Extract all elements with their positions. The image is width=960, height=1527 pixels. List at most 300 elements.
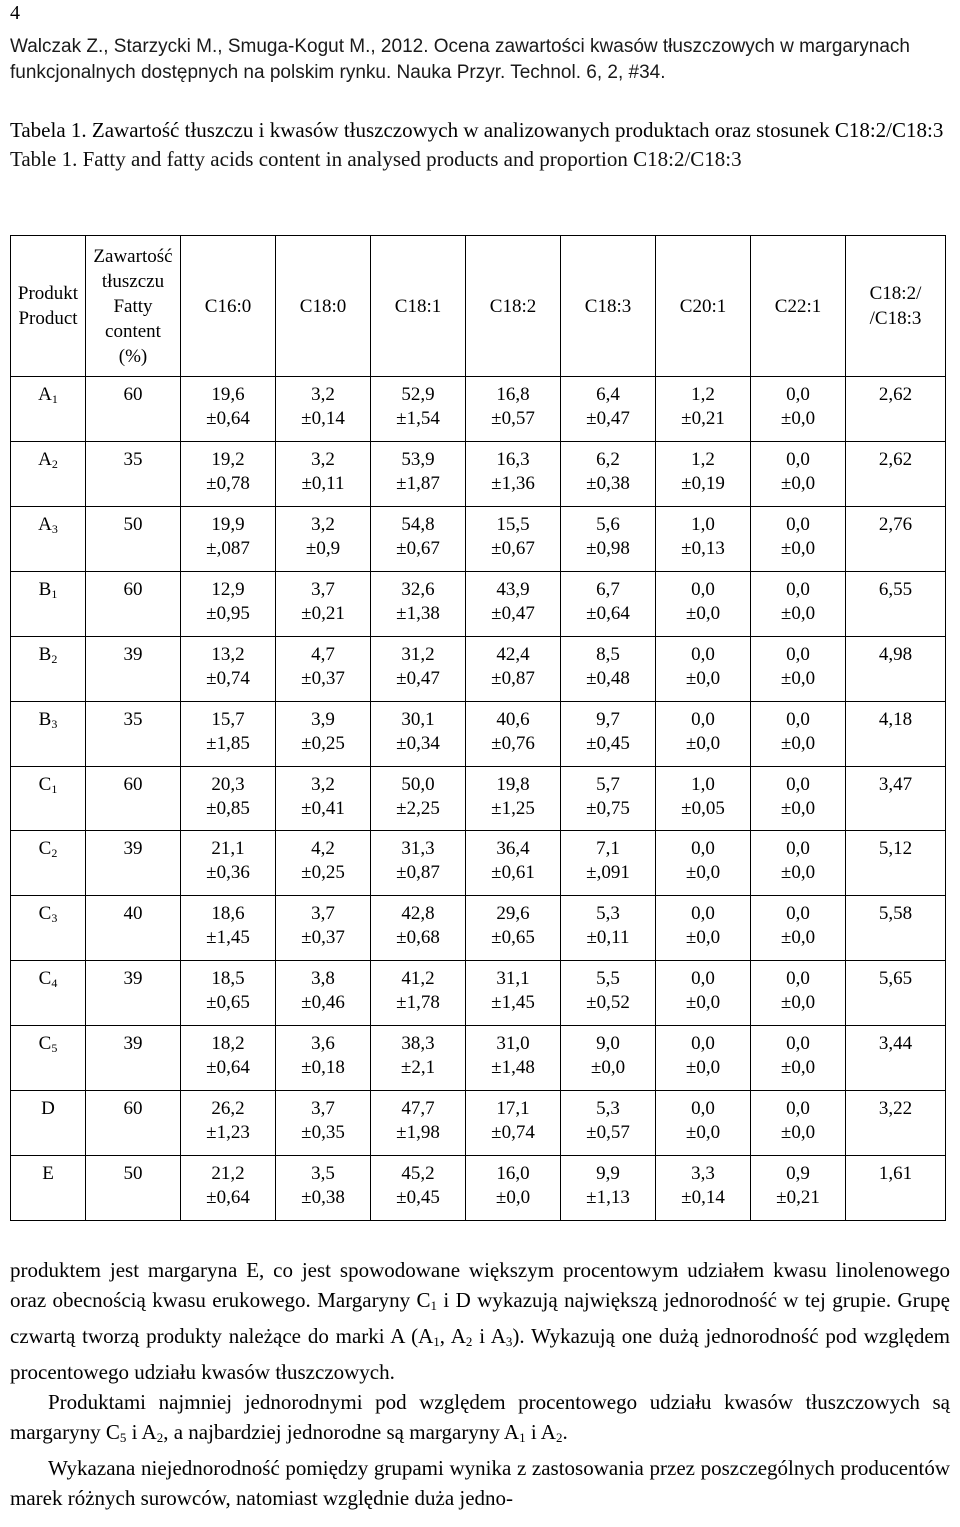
acid-value-cell	[751, 441, 846, 506]
header-acid: C18:1	[371, 236, 466, 377]
table-row	[11, 377, 946, 442]
header-ratio-1: C18:2/	[869, 283, 922, 304]
std-dev-value: ±0,85	[206, 797, 250, 819]
ratio-cell: 4,98	[846, 636, 946, 701]
std-dev-value: ±0,0	[685, 992, 721, 1014]
mean-value: 31,3	[401, 838, 435, 860]
mean-value: 5,7	[596, 773, 620, 795]
acid-value-cell	[561, 896, 656, 961]
header-acid: C18:0	[276, 236, 371, 377]
acid-value-cell	[561, 1091, 656, 1156]
table-row	[11, 896, 946, 961]
table-body	[11, 377, 946, 1221]
product-subscript: 3	[51, 521, 58, 536]
header-acid: C20:1	[656, 236, 751, 377]
acid-value-cell	[181, 831, 276, 896]
mean-value: 16,8	[496, 384, 530, 405]
std-dev-value: ±0,0	[685, 1122, 721, 1144]
std-dev-value: ±1,87	[396, 472, 440, 494]
acid-value-cell	[181, 1156, 276, 1221]
subscript: 3	[505, 1334, 513, 1349]
std-dev-value: ±0,0	[780, 862, 816, 884]
mean-value: 43,9	[496, 578, 530, 600]
product-letter: D	[41, 1098, 55, 1120]
std-dev-value: ±0,98	[586, 537, 630, 559]
product-letter: E	[42, 1163, 54, 1185]
mean-value: 0,0	[786, 1098, 810, 1120]
product-subscript: 1	[51, 392, 58, 406]
std-dev-value: ±0,57	[491, 408, 535, 429]
acid-value-cell	[466, 506, 561, 571]
table-row	[11, 506, 946, 571]
mean-value: 0,0	[786, 643, 810, 665]
acid-value-cell	[276, 1156, 371, 1221]
acid-value-cell	[656, 1156, 751, 1221]
std-dev-value: ±0,14	[301, 408, 345, 429]
acid-value-cell	[466, 831, 561, 896]
acid-value-cell	[751, 1091, 846, 1156]
ratio-cell: 3,44	[846, 1026, 946, 1091]
acid-value-cell	[181, 961, 276, 1026]
mean-value: 52,9	[401, 384, 435, 405]
acid-value-cell	[751, 1026, 846, 1091]
std-dev-value: ±0,67	[491, 537, 535, 559]
std-dev-value: ±0,87	[491, 667, 535, 689]
acid-value-cell	[751, 1156, 846, 1221]
acid-value-cell	[656, 571, 751, 636]
mean-value: 3,7	[311, 578, 335, 600]
mean-value: 17,1	[496, 1098, 530, 1120]
std-dev-value: ±0,46	[301, 992, 345, 1014]
table-row	[11, 636, 946, 701]
std-dev-value: ±0,0	[780, 797, 816, 819]
acid-value-cell	[181, 766, 276, 831]
body-text	[10, 1255, 950, 1513]
acid-value-cell	[276, 831, 371, 896]
mean-value: 36,4	[496, 838, 530, 860]
product-cell	[11, 1026, 86, 1091]
product-letter: C	[38, 903, 52, 925]
mean-value: 5,3	[596, 1098, 620, 1120]
text-run: i A	[525, 1420, 556, 1444]
header-fat-unit: (%)	[118, 345, 148, 367]
acid-value-cell	[751, 506, 846, 571]
acid-value-cell	[751, 831, 846, 896]
acid-value-cell	[656, 377, 751, 442]
std-dev-value: ±0,45	[586, 732, 630, 754]
acid-value-cell	[371, 441, 466, 506]
header-fat-content	[86, 236, 181, 377]
std-dev-value: ±1,48	[491, 1057, 535, 1079]
std-dev-value: ±1,45	[491, 992, 535, 1014]
mean-value: 18,2	[211, 1033, 245, 1055]
acid-value-cell	[371, 896, 466, 961]
acid-value-cell	[371, 377, 466, 442]
mean-value: 0,0	[786, 384, 810, 405]
std-dev-value: ±0,9	[305, 537, 341, 559]
header-product	[11, 236, 86, 377]
acid-value-cell	[276, 896, 371, 961]
table-row	[11, 441, 946, 506]
acid-value-cell	[751, 377, 846, 442]
mean-value: 31,2	[401, 643, 435, 665]
mean-value: 31,1	[496, 968, 530, 990]
mean-value: 0,0	[691, 708, 715, 730]
mean-value: 18,5	[211, 968, 245, 990]
std-dev-value: ±1,45	[206, 927, 250, 949]
header-acid: C22:1	[751, 236, 846, 377]
std-dev-value: ±0,11	[586, 927, 630, 949]
acid-value-cell	[561, 506, 656, 571]
fat-content-cell: 35	[86, 701, 181, 766]
acid-value-cell	[466, 441, 561, 506]
mean-value: 9,7	[596, 708, 620, 730]
fat-content-cell: 39	[86, 961, 181, 1026]
product-subscript: 3	[51, 911, 58, 926]
product-cell	[11, 377, 86, 442]
std-dev-value: ±0,67	[396, 537, 440, 559]
fat-content-cell: 60	[86, 1091, 181, 1156]
mean-value: 1,0	[691, 773, 715, 795]
mean-value: 9,9	[596, 1163, 620, 1185]
acid-value-cell	[751, 766, 846, 831]
text-run: , A	[439, 1324, 466, 1348]
acid-value-cell	[751, 961, 846, 1026]
acid-value-cell	[371, 1026, 466, 1091]
acid-value-cell	[276, 377, 371, 442]
subscript: 2	[465, 1334, 473, 1349]
acid-value-cell	[371, 961, 466, 1026]
table-caption	[10, 116, 955, 174]
fat-content-cell: 40	[86, 896, 181, 961]
std-dev-value: ±0,0	[780, 667, 816, 689]
subscript: 1	[430, 1298, 438, 1313]
mean-value: 16,3	[496, 448, 530, 470]
product-subscript: 2	[51, 456, 58, 471]
header-product-pl: Produkt	[17, 283, 79, 304]
ratio-cell: 3,47	[846, 766, 946, 831]
caption-english: Table 1. Fatty and fatty acids content in analysed products and proportion C18:2/C18:3	[10, 147, 742, 171]
std-dev-value: ±0,0	[685, 1057, 721, 1079]
std-dev-value: ±0,52	[586, 992, 630, 1014]
text-run: .	[562, 1420, 568, 1444]
table-row	[11, 1026, 946, 1091]
mean-value: 3,2	[311, 513, 335, 535]
std-dev-value: ±0,05	[681, 797, 725, 819]
acid-value-cell	[181, 896, 276, 961]
acid-value-cell	[751, 896, 846, 961]
acid-value-cell	[466, 1091, 561, 1156]
std-dev-value: ±0,36	[206, 862, 250, 884]
std-dev-value: ±0,65	[206, 992, 250, 1014]
mean-value: 42,4	[496, 643, 530, 665]
std-dev-value: ±0,64	[586, 602, 630, 624]
std-dev-value: ±0,64	[206, 1057, 250, 1079]
fat-content-cell: 39	[86, 1026, 181, 1091]
std-dev-value: ±0,65	[491, 927, 535, 949]
mean-value: 0,0	[786, 903, 810, 925]
mean-value: 42,8	[401, 903, 435, 925]
acid-value-cell	[371, 1156, 466, 1221]
std-dev-value: ±1,78	[396, 992, 440, 1014]
std-dev-value: ±0,0	[780, 472, 816, 494]
product-letter: A	[38, 448, 52, 470]
mean-value: 21,1	[211, 838, 245, 860]
std-dev-value: ±0,38	[586, 472, 630, 494]
mean-value: 26,2	[211, 1098, 245, 1120]
header-product-en: Product	[18, 308, 78, 329]
std-dev-value: ±0,34	[396, 732, 440, 754]
mean-value: 19,9	[211, 513, 245, 535]
ratio-cell: 5,65	[846, 961, 946, 1026]
mean-value: 50,0	[401, 773, 435, 795]
acid-value-cell	[371, 701, 466, 766]
fat-content-cell: 60	[86, 377, 181, 442]
paragraph	[10, 1453, 950, 1513]
acid-value-cell	[466, 701, 561, 766]
mean-value: 31,0	[496, 1033, 530, 1055]
acid-value-cell	[561, 701, 656, 766]
acid-value-cell	[561, 1156, 656, 1221]
mean-value: 0,0	[691, 1033, 715, 1055]
std-dev-value: ±1,98	[396, 1122, 440, 1144]
mean-value: 0,0	[786, 1033, 810, 1055]
acid-value-cell	[466, 1156, 561, 1221]
product-subscript: 3	[51, 716, 58, 731]
mean-value: 4,2	[311, 838, 335, 860]
std-dev-value: ±1,25	[491, 797, 535, 819]
std-dev-value: ±0,64	[206, 408, 250, 429]
product-cell	[11, 831, 86, 896]
header-ratio	[846, 236, 946, 377]
std-dev-value: ±0,25	[301, 732, 345, 754]
acid-value-cell	[656, 701, 751, 766]
acid-value-cell	[466, 377, 561, 442]
acid-value-cell	[656, 1026, 751, 1091]
std-dev-value: ±0,21	[681, 408, 725, 429]
mean-value: 0,0	[691, 838, 715, 860]
std-dev-value: ±0,74	[206, 667, 250, 689]
acid-value-cell	[656, 896, 751, 961]
fat-content-cell: 39	[86, 831, 181, 896]
std-dev-value: ±0,95	[206, 602, 250, 624]
acid-value-cell	[466, 766, 561, 831]
mean-value: 6,7	[596, 578, 620, 600]
std-dev-value: ±1,54	[396, 408, 440, 429]
header-acid: C18:2	[466, 236, 561, 377]
mean-value: 3,7	[311, 903, 335, 925]
mean-value: 3,2	[311, 773, 335, 795]
product-subscript: 4	[51, 976, 58, 991]
acid-value-cell	[181, 1091, 276, 1156]
fatty-acids-table	[10, 235, 946, 1221]
product-letter: C	[38, 1033, 52, 1055]
mean-value: 3,7	[311, 1098, 335, 1120]
acid-value-cell	[751, 636, 846, 701]
std-dev-value: ±0,21	[301, 602, 345, 624]
mean-value: 0,0	[691, 968, 715, 990]
table-row	[11, 831, 946, 896]
mean-value: 40,6	[496, 708, 530, 730]
ratio-cell: 6,55	[846, 571, 946, 636]
mean-value: 1,0	[691, 513, 715, 535]
std-dev-value: ±0,75	[586, 797, 630, 819]
acid-value-cell	[466, 636, 561, 701]
product-cell	[11, 441, 86, 506]
std-dev-value: ±0,11	[301, 472, 345, 494]
text-run: , a najbardziej jednorodne są margaryny A	[163, 1420, 520, 1444]
table-row	[11, 571, 946, 636]
product-subscript: 5	[51, 1041, 58, 1056]
acid-value-cell	[656, 636, 751, 701]
mean-value: 29,6	[496, 903, 530, 925]
mean-value: 20,3	[211, 773, 245, 795]
acid-value-cell	[181, 506, 276, 571]
mean-value: 7,1	[596, 838, 620, 860]
product-letter: B	[38, 708, 52, 730]
ratio-cell: 2,62	[846, 377, 946, 442]
header-fat-en-1: Fatty	[113, 295, 153, 317]
acid-value-cell	[466, 896, 561, 961]
mean-value: 0,0	[786, 578, 810, 600]
mean-value: 45,2	[401, 1163, 435, 1185]
std-dev-value: ±0,64	[206, 1187, 250, 1209]
fat-content-cell: 50	[86, 506, 181, 571]
acid-value-cell	[656, 961, 751, 1026]
mean-value: 38,3	[401, 1033, 435, 1055]
acid-value-cell	[276, 1091, 371, 1156]
acid-value-cell	[561, 831, 656, 896]
mean-value: 19,6	[211, 384, 245, 405]
std-dev-value: ±0,76	[491, 732, 535, 754]
std-dev-value: ±0,0	[780, 927, 816, 949]
product-cell	[11, 1156, 86, 1221]
mean-value: 6,2	[596, 448, 620, 470]
header-fat-pl-2: tłuszczu	[101, 270, 165, 292]
mean-value: 15,7	[211, 708, 245, 730]
product-cell	[11, 1091, 86, 1156]
product-cell	[11, 506, 86, 571]
mean-value: 19,2	[211, 448, 245, 470]
std-dev-value: ±0,38	[301, 1187, 345, 1209]
acid-value-cell	[276, 506, 371, 571]
std-dev-value: ±0,0	[780, 732, 816, 754]
table-header-row	[11, 236, 946, 377]
acid-value-cell	[561, 1026, 656, 1091]
std-dev-value: ±0,0	[685, 667, 721, 689]
acid-value-cell	[751, 701, 846, 766]
mean-value: 5,5	[596, 968, 620, 990]
std-dev-value: ±0,0	[685, 862, 721, 884]
mean-value: 0,0	[691, 643, 715, 665]
text-run: Wykazana niejednorodność pomiędzy grupami wynika z zastosowania przez poszczególnych producentów marek różnych surowców, natomiast względnie duża jedno-	[10, 1456, 950, 1510]
fat-content-cell: 39	[86, 636, 181, 701]
text-run: ). Wykazują one dużą jednorodność pod względem procentowego udziału kwasów tłuszczowych.	[10, 1324, 950, 1384]
product-letter: A	[38, 384, 52, 405]
product-letter: C	[38, 773, 52, 795]
mean-value: 1,2	[691, 384, 715, 405]
acid-value-cell	[276, 571, 371, 636]
std-dev-value: ±0,35	[301, 1122, 345, 1144]
ratio-cell: 1,61	[846, 1156, 946, 1221]
acid-value-cell	[656, 831, 751, 896]
mean-value: 5,6	[596, 513, 620, 535]
std-dev-value: ±0,13	[681, 537, 725, 559]
mean-value: 30,1	[401, 708, 435, 730]
acid-value-cell	[371, 636, 466, 701]
std-dev-value: ±1,85	[206, 732, 250, 754]
acid-value-cell	[371, 506, 466, 571]
std-dev-value: ±0,0	[685, 602, 721, 624]
caption-polish: Tabela 1. Zawartość tłuszczu i kwasów tłuszczowych w analizowanych produktach oraz stosunek C18:2/C18:3	[10, 118, 944, 142]
mean-value: 21,2	[211, 1163, 245, 1185]
mean-value: 3,3	[691, 1163, 715, 1185]
std-dev-value: ±0,47	[586, 408, 630, 429]
subscript: 5	[119, 1430, 127, 1445]
subscript: 1	[519, 1430, 526, 1445]
mean-value: 3,8	[311, 968, 335, 990]
std-dev-value: ±1,38	[396, 602, 440, 624]
product-letter: C	[38, 838, 52, 860]
subscript: 2	[555, 1430, 563, 1445]
acid-value-cell	[276, 961, 371, 1026]
std-dev-value: ±0,78	[206, 472, 250, 494]
table-row	[11, 766, 946, 831]
text-run: i A	[472, 1324, 506, 1348]
table-row	[11, 701, 946, 766]
acid-value-cell	[561, 961, 656, 1026]
std-dev-value: ±0,61	[491, 862, 535, 884]
std-dev-value: ±0,14	[681, 1187, 725, 1209]
std-dev-value: ±0,41	[301, 797, 345, 819]
mean-value: 53,9	[401, 448, 435, 470]
product-letter: B	[38, 643, 52, 665]
ratio-cell: 5,12	[846, 831, 946, 896]
acid-value-cell	[181, 701, 276, 766]
mean-value: 13,2	[211, 643, 245, 665]
acid-value-cell	[371, 1091, 466, 1156]
product-subscript: 1	[51, 781, 58, 796]
mean-value: 5,3	[596, 903, 620, 925]
std-dev-value: ±0,45	[396, 1187, 440, 1209]
text-run: i A	[126, 1420, 157, 1444]
std-dev-value: ±0,74	[491, 1122, 535, 1144]
mean-value: 0,0	[786, 513, 810, 535]
acid-value-cell	[276, 636, 371, 701]
std-dev-value: ±0,0	[495, 1187, 531, 1209]
acid-value-cell	[656, 506, 751, 571]
std-dev-value: ±0,0	[780, 1122, 816, 1144]
mean-value: 0,0	[691, 578, 715, 600]
mean-value: 41,2	[401, 968, 435, 990]
acid-value-cell	[561, 636, 656, 701]
product-cell	[11, 701, 86, 766]
mean-value: 9,0	[596, 1033, 620, 1055]
header-acid: C16:0	[181, 236, 276, 377]
acid-value-cell	[751, 571, 846, 636]
std-dev-value: ±0,87	[396, 862, 440, 884]
mean-value: 3,5	[311, 1163, 335, 1185]
text-run: produktem jest margaryna E, co jest spowodowane większym procentowym udziałem kwasu linolenowego oraz obecnością kwasu erukowego. Margaryny C	[10, 1258, 950, 1312]
std-dev-value: ±0,47	[396, 667, 440, 689]
acid-value-cell	[656, 441, 751, 506]
product-cell	[11, 571, 86, 636]
acid-value-cell	[561, 441, 656, 506]
fatty-acids-table-container	[10, 235, 945, 1221]
acid-value-cell	[276, 441, 371, 506]
mean-value: 3,2	[311, 448, 335, 470]
mean-value: 15,5	[496, 513, 530, 535]
